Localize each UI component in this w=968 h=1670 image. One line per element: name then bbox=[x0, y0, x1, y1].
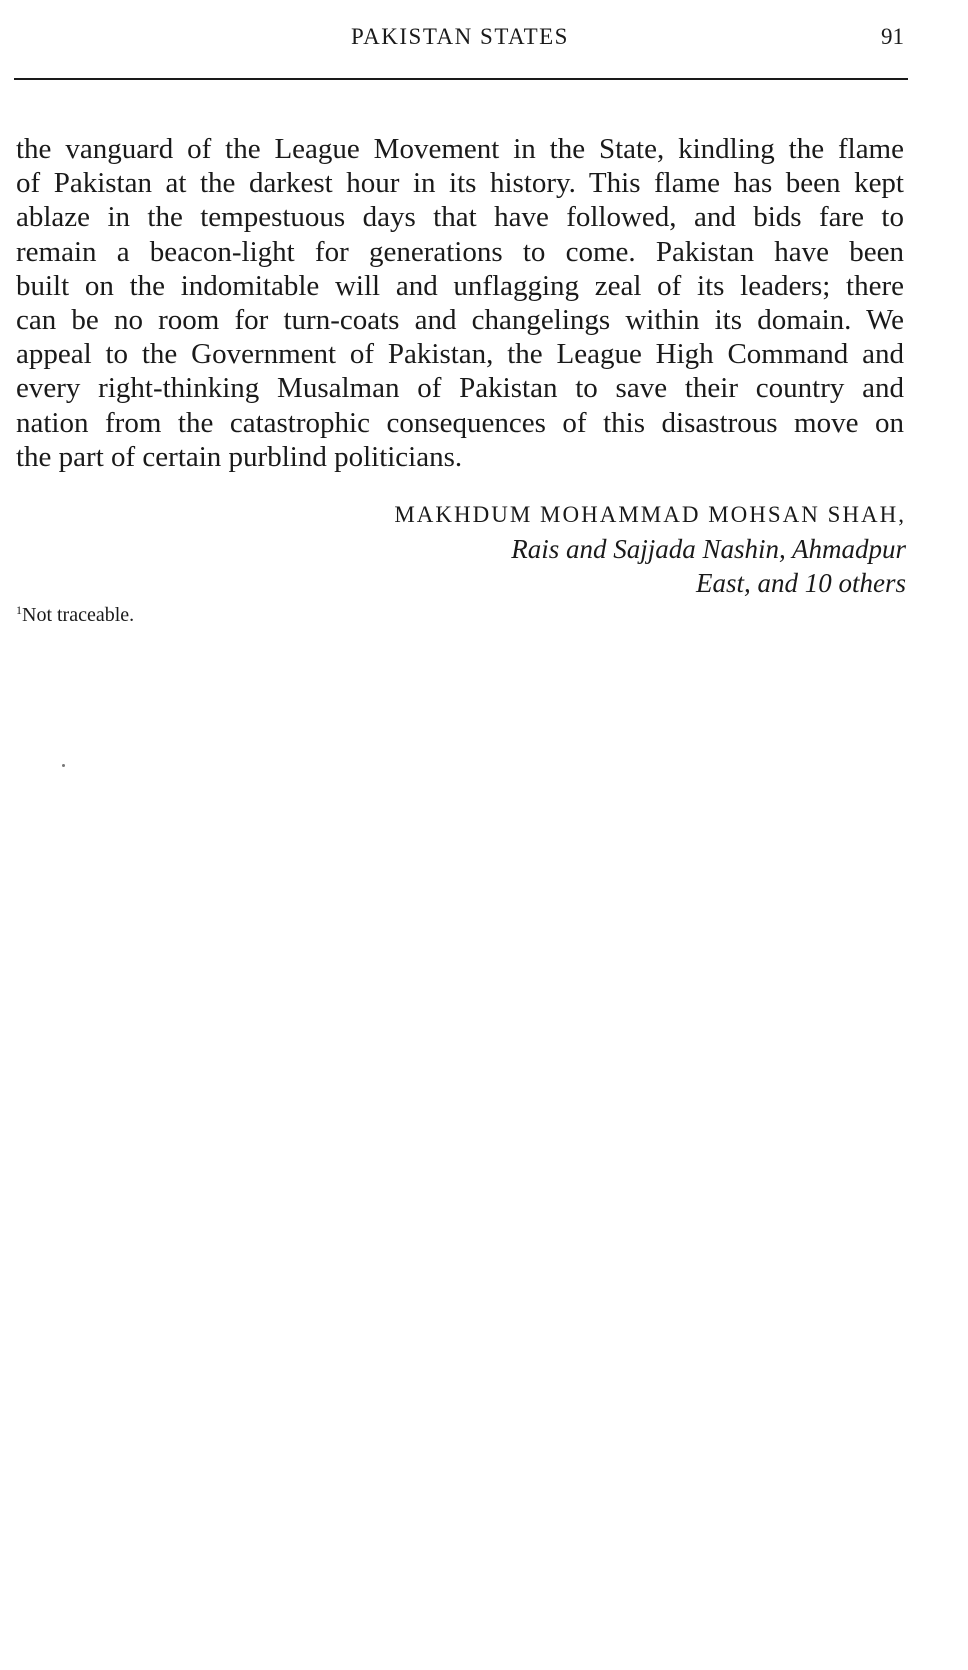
text-line: appeal to the Government of Pakistan, the League High Command and bbox=[16, 338, 904, 371]
text-line: nation from the catastrophic consequences of this disastrous move on bbox=[16, 406, 904, 439]
text-line: the part of certain purblind politicians. bbox=[16, 440, 463, 473]
running-head bbox=[16, 22, 904, 52]
running-title: PAKISTAN STATES bbox=[351, 24, 569, 49]
text-line: every right-thinking Musalman of Pakistan to save their country and bbox=[16, 372, 904, 405]
body-paragraph bbox=[16, 132, 904, 474]
footnote-marker: 1 bbox=[16, 603, 22, 617]
header-rule bbox=[14, 78, 908, 80]
signatory-name: MAKHDUM MOHAMMAD MOHSAN SHAH, bbox=[394, 502, 906, 527]
text-line: ablaze in the tempestuous days that have followed, and bids fare to bbox=[16, 201, 904, 234]
signature-block bbox=[206, 498, 906, 600]
signatory-title-continued: East, and 10 others bbox=[695, 568, 906, 598]
text-line: remain a beacon-light for generations to come. Pakistan have been bbox=[16, 235, 904, 268]
signatory-title: Rais and Sajjada Nashin, Ahmadpur bbox=[511, 534, 906, 564]
footnote-text: Not traceable. bbox=[22, 604, 135, 626]
text-line: the vanguard of the League Movement in the State, kindling the flame bbox=[16, 133, 904, 165]
scan-speck bbox=[62, 764, 65, 767]
footnote bbox=[16, 603, 134, 627]
page-number: 91 bbox=[881, 24, 904, 49]
text-line: can be no room for turn-coats and changelings within its domain. We bbox=[16, 304, 904, 337]
text-line: of Pakistan at the darkest hour in its history. This flame has been kept bbox=[16, 167, 904, 200]
text-line: built on the indomitable will and unflagging zeal of its leaders; there bbox=[16, 269, 904, 302]
